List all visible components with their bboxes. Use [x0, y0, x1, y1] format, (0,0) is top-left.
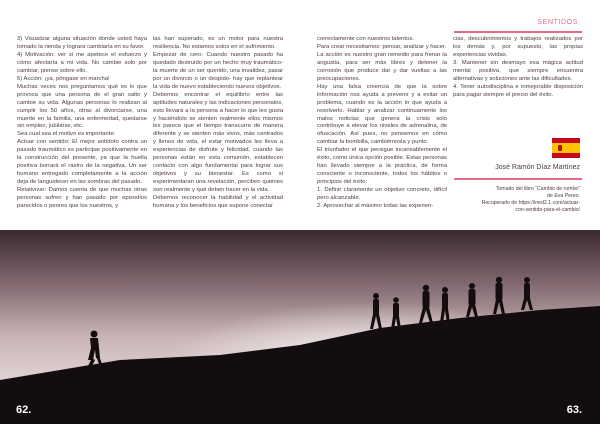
paragraph: 3. Mantener sin desmayo esa mágica actitud mental positiva, que siempre encuentra alternativas y soluciones ante las dificultades. [453, 59, 583, 82]
paragraph: Empezar de cero: Cuando nuestro pasado ha quedado destruido por un hecho muy traumático- la muerte de un ser querido, una invalidez, pasar por un divorcio o un despido- hay que replantear la vida de nuevo estableciendo nuevos objetivos. [153, 51, 283, 90]
section-divider [454, 31, 582, 33]
paragraph: Debemos reconocer la habilidad y el actividad humana y los beneficios que supone conectar [153, 195, 283, 210]
author-name: José Ramón Díaz Martínez [495, 164, 580, 171]
paragraph: Relativizar: Damos cuenta de que muchas otras personas sufren y han pasado por episodios parecidos o peores que los nuestros, y [17, 187, 147, 210]
paragraph: 5) Acción: ¡ya, póngase en marcha! [17, 75, 110, 82]
paragraph: Muchas veces nos preguntamos qué es lo que provoca que una persona de el gran salto y cambie su vida. Algunas personas lo realizan al cumplir los 50 años, otras al divorciarse, una muerte en la familia, una enfermedad, quedarse sin empleo, jubilarse, etc. [17, 83, 147, 130]
paragraph: 4) Motivación: ver si me apetece el esfuerzo y cómo afectaría a mi vida. No cambie solo por cambiar, piense sobre ello. [17, 51, 147, 74]
paragraph: Hay una falsa creencia de que la sobre información nos ayuda a prevenir y a evitar un problema, cuando es la acción lo que ayuda a resolverlo. Hablar y analizar continuamente los malos noticias que genera la crisis solo contribuye a elevar los niveles de adrenalina, de ofuscación. Así pues, no pensemos en cómo cambiar la bombilla, cambiémosla y punto. [317, 83, 447, 146]
paragraph: 2. Aprovechar al máximo todas las experien- [317, 203, 434, 210]
paragraph: cias, descubrimientos y trabajos realizados por los demás y, por supuesto, las propias experiencias vividas. [453, 36, 583, 58]
credit-line: con-sentido-para-el-cambio/ [515, 207, 580, 213]
credit-line: de Eva Pereo. [547, 193, 580, 199]
source-credit [440, 186, 580, 214]
credit-line: Recuperado de https://ined2.1.com/actuar- [481, 200, 580, 206]
paragraph: Para crear necesitamos: pensar, analizar y hacer. [317, 43, 447, 50]
page-number-left: 62. [16, 404, 32, 416]
paragraph: 3) Visualizar alguna situación donde usted haya tomado la rienda y lograra cambiarla en su favor. [17, 36, 147, 50]
text-column-3 [317, 36, 447, 211]
paragraph: Debemos encontrar el equilibrio entre las aptitudes naturales y las indicaciones personales, esto llevará a la persona a hacer lo que les gusta y haciéndolo se sienten realmente ellos mismos les parece que el tiempo transcurre de manera diferente y se sienten más vivos, más centrados y llenos de vida, el estar motivados les lleva a experiencias de disfrute y felicidad, cuando las personas están en esta comunión, establecen contacto con algo fundamental para lograr sus objetivos y su bienestar. Es como si experimentaran una revelación, perciben quiénes son realmente y qué deben hacer en la vida. [153, 91, 283, 194]
spain-flag-icon [552, 138, 580, 158]
paragraph: 4. Tener autodisciplina e inmejorable disposición para pagar siempre el precio del éxito. [453, 83, 583, 98]
paragraph: El triunfador el que persigue incansablemente el éxito, como única opción posible. Estas personas han llevado siempre a la práctica, de forma consciente o inconsciente, todos los hábitos o principios del éxito: [317, 147, 447, 186]
page-number-right: 63. [566, 404, 582, 416]
credit-line: Tomado del libro “Cambio de rumbo” [495, 186, 580, 192]
paragraph: correctamente con nuestros talentos. [317, 36, 414, 42]
text-column-2 [153, 36, 283, 211]
page-header [0, 0, 600, 30]
section-title: SENTIDOS [537, 19, 578, 26]
paragraph: La acción es nuestro gran remedio para frenar la angustia, para ser más libres y detener la corrosión que produce dar y dar vueltas a las preocupaciones. [317, 51, 447, 82]
text-column-4 [453, 36, 583, 100]
paragraph: Sea cual sea el motivo es importante: [17, 131, 116, 138]
author-divider [454, 178, 582, 180]
text-column-1 [17, 36, 147, 211]
paragraph: las han superado, es un motor para nuestra resiliencia. No estamos solos en el sufrimiento. [153, 36, 283, 50]
paragraph: 1. Definir claramente un objetivo concreto, difícil pero alcanzable. [317, 187, 447, 202]
paragraph: Actuar con sentido: El mejor antídoto contra un pasado traumático es participar positivamente en la construcción del presente, ya que la huella positiva borrará el rastro de la negativa. Un ser humano entregado completamente a la acción deja de languidecer en las sombras del pasado. [17, 139, 147, 186]
sunset-silhouettes-photo [0, 230, 600, 424]
